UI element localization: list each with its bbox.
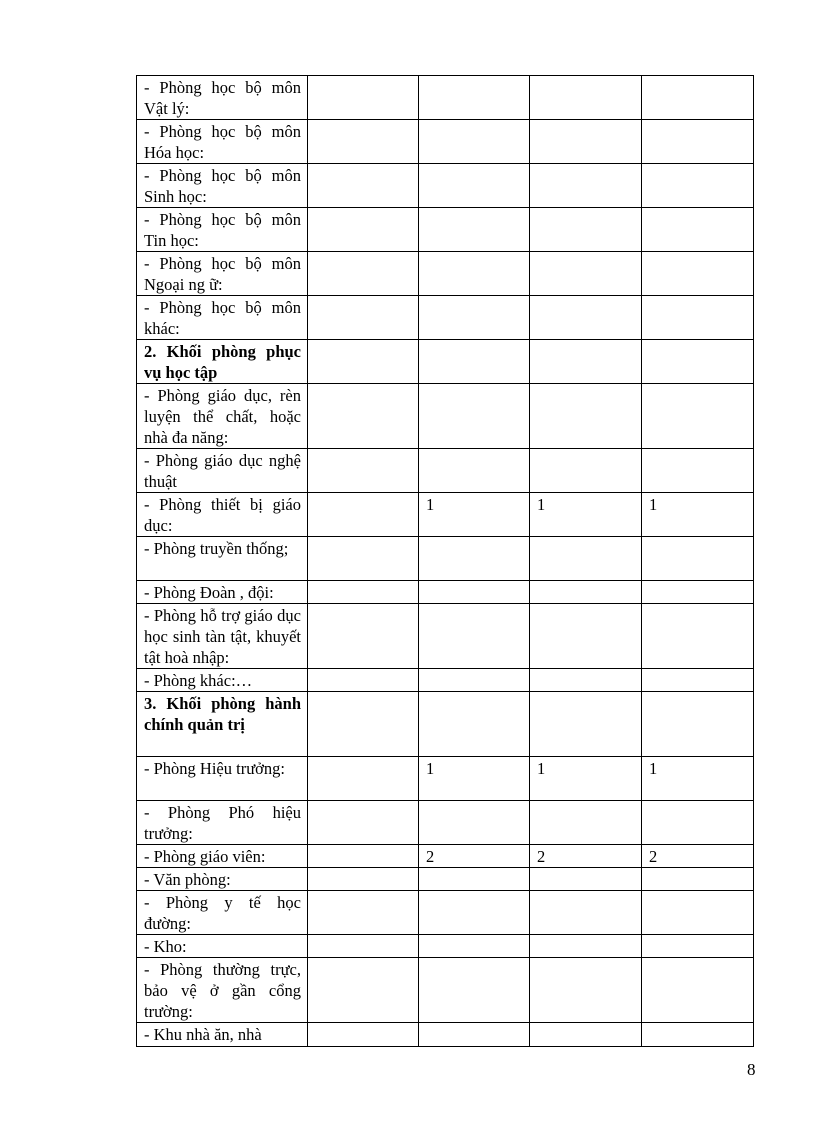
value-cell bbox=[642, 935, 754, 958]
value-cell bbox=[530, 1023, 642, 1047]
value-cell bbox=[642, 958, 754, 1023]
row-label-cell: - Phòng khác:… bbox=[137, 669, 308, 692]
value-cell bbox=[308, 604, 419, 669]
page-number: 8 bbox=[747, 1060, 756, 1079]
value-cell bbox=[419, 208, 530, 252]
row-label-cell: - Phòng giáo viên: bbox=[137, 845, 308, 868]
table-row bbox=[137, 252, 754, 296]
value-cell bbox=[308, 537, 419, 581]
section-heading-cell: 2. Khối phòng phục vụ học tập bbox=[137, 340, 308, 384]
value-cell bbox=[530, 868, 642, 891]
value-cell bbox=[530, 604, 642, 669]
value-cell bbox=[308, 935, 419, 958]
value-cell bbox=[530, 537, 642, 581]
value-cell bbox=[642, 537, 754, 581]
value-cell bbox=[308, 296, 419, 340]
value-cell bbox=[419, 340, 530, 384]
table-row bbox=[137, 868, 754, 891]
value-cell bbox=[308, 958, 419, 1023]
value-cell bbox=[642, 208, 754, 252]
value-cell bbox=[419, 891, 530, 935]
value-cell bbox=[642, 868, 754, 891]
facilities-table-body bbox=[137, 76, 754, 1047]
value-cell bbox=[530, 692, 642, 757]
value-cell: 1 bbox=[419, 757, 530, 801]
table-row bbox=[137, 958, 754, 1023]
value-cell bbox=[308, 449, 419, 493]
row-label-cell: - Phòng thiết bị giáo dục: bbox=[137, 493, 308, 537]
table-row bbox=[137, 120, 754, 164]
value-cell: 2 bbox=[642, 845, 754, 868]
value-cell bbox=[419, 692, 530, 757]
row-label-cell: - Phòng học bộ môn Hóa học: bbox=[137, 120, 308, 164]
value-cell bbox=[419, 868, 530, 891]
value-cell bbox=[642, 581, 754, 604]
table-row bbox=[137, 384, 754, 449]
table-row bbox=[137, 340, 754, 384]
value-cell: 1 bbox=[419, 493, 530, 537]
value-cell bbox=[530, 581, 642, 604]
table-row bbox=[137, 604, 754, 669]
value-cell bbox=[308, 868, 419, 891]
row-label-cell: - Phòng y tế học đường: bbox=[137, 891, 308, 935]
value-cell bbox=[308, 208, 419, 252]
table-row bbox=[137, 208, 754, 252]
value-cell: 2 bbox=[419, 845, 530, 868]
value-cell bbox=[642, 1023, 754, 1047]
value-cell bbox=[308, 692, 419, 757]
value-cell bbox=[530, 76, 642, 120]
value-cell bbox=[530, 891, 642, 935]
row-label-cell: - Văn phòng: bbox=[137, 868, 308, 891]
value-cell bbox=[642, 692, 754, 757]
value-cell bbox=[642, 384, 754, 449]
table-row bbox=[137, 537, 754, 581]
value-cell bbox=[308, 164, 419, 208]
value-cell bbox=[308, 801, 419, 845]
row-label-cell: - Phòng học bộ môn Ngoại ng ữ: bbox=[137, 252, 308, 296]
value-cell bbox=[642, 76, 754, 120]
table-row bbox=[137, 581, 754, 604]
value-cell bbox=[530, 164, 642, 208]
value-cell bbox=[308, 120, 419, 164]
value-cell bbox=[642, 604, 754, 669]
value-cell bbox=[530, 449, 642, 493]
value-cell bbox=[530, 935, 642, 958]
row-label-cell: - Phòng Phó hiệu trưởng: bbox=[137, 801, 308, 845]
table-row bbox=[137, 449, 754, 493]
value-cell bbox=[642, 340, 754, 384]
value-cell bbox=[308, 340, 419, 384]
value-cell bbox=[419, 669, 530, 692]
value-cell bbox=[642, 120, 754, 164]
table-row bbox=[137, 76, 754, 120]
value-cell bbox=[642, 891, 754, 935]
value-cell bbox=[530, 801, 642, 845]
row-label-cell: - Khu nhà ăn, nhà bbox=[137, 1023, 308, 1047]
value-cell bbox=[530, 208, 642, 252]
value-cell bbox=[308, 1023, 419, 1047]
row-label-cell: - Phòng học bộ môn Sinh học: bbox=[137, 164, 308, 208]
row-label-cell: - Phòng thường trực, bảo vệ ở gần cổng trường: bbox=[137, 958, 308, 1023]
value-cell bbox=[642, 449, 754, 493]
value-cell bbox=[308, 891, 419, 935]
value-cell bbox=[419, 76, 530, 120]
value-cell bbox=[530, 669, 642, 692]
value-cell bbox=[419, 801, 530, 845]
value-cell bbox=[308, 845, 419, 868]
value-cell bbox=[419, 537, 530, 581]
row-label-cell: - Phòng giáo dục nghệ thuật bbox=[137, 449, 308, 493]
row-label-cell: - Phòng học bộ môn Tin học: bbox=[137, 208, 308, 252]
value-cell bbox=[419, 296, 530, 340]
value-cell bbox=[530, 384, 642, 449]
value-cell bbox=[419, 252, 530, 296]
value-cell bbox=[642, 252, 754, 296]
value-cell bbox=[642, 296, 754, 340]
value-cell bbox=[419, 164, 530, 208]
table-row bbox=[137, 845, 754, 868]
value-cell bbox=[308, 384, 419, 449]
table-row bbox=[137, 669, 754, 692]
row-label-cell: - Phòng Hiệu trưởng: bbox=[137, 757, 308, 801]
row-label-cell: - Phòng học bộ môn khác: bbox=[137, 296, 308, 340]
table-row bbox=[137, 692, 754, 757]
value-cell: 2 bbox=[530, 845, 642, 868]
table-row bbox=[137, 757, 754, 801]
value-cell bbox=[419, 1023, 530, 1047]
value-cell bbox=[419, 581, 530, 604]
value-cell bbox=[530, 120, 642, 164]
value-cell bbox=[308, 669, 419, 692]
facilities-table bbox=[136, 75, 754, 1047]
value-cell: 1 bbox=[642, 757, 754, 801]
table-row bbox=[137, 801, 754, 845]
row-label-cell: - Phòng hỗ trợ giáo dục học sinh tàn tật, khuyết tật hoà nhập: bbox=[137, 604, 308, 669]
value-cell bbox=[308, 252, 419, 296]
value-cell bbox=[419, 958, 530, 1023]
table-row bbox=[137, 164, 754, 208]
value-cell bbox=[308, 493, 419, 537]
table-row bbox=[137, 1023, 754, 1047]
value-cell bbox=[642, 164, 754, 208]
value-cell bbox=[530, 958, 642, 1023]
row-label-cell: - Phòng Đoàn , đội: bbox=[137, 581, 308, 604]
value-cell bbox=[642, 801, 754, 845]
value-cell bbox=[308, 581, 419, 604]
row-label-cell: - Phòng giáo dục, rèn luyện thể chất, hoặc nhà đa năng: bbox=[137, 384, 308, 449]
row-label-cell: - Phòng truyền thống; bbox=[137, 537, 308, 581]
table-row bbox=[137, 493, 754, 537]
value-cell: 1 bbox=[530, 757, 642, 801]
value-cell: 1 bbox=[642, 493, 754, 537]
value-cell: 1 bbox=[530, 493, 642, 537]
value-cell bbox=[308, 76, 419, 120]
value-cell bbox=[530, 252, 642, 296]
value-cell bbox=[308, 757, 419, 801]
value-cell bbox=[419, 384, 530, 449]
value-cell bbox=[419, 120, 530, 164]
section-heading-cell: 3. Khối phòng hành chính quản trị bbox=[137, 692, 308, 757]
value-cell bbox=[419, 604, 530, 669]
table-row bbox=[137, 296, 754, 340]
value-cell bbox=[642, 669, 754, 692]
row-label-cell: - Phòng học bộ môn Vật lý: bbox=[137, 76, 308, 120]
value-cell bbox=[530, 340, 642, 384]
table-row bbox=[137, 891, 754, 935]
table-row bbox=[137, 935, 754, 958]
value-cell bbox=[530, 296, 642, 340]
value-cell bbox=[419, 935, 530, 958]
row-label-cell: - Kho: bbox=[137, 935, 308, 958]
value-cell bbox=[419, 449, 530, 493]
